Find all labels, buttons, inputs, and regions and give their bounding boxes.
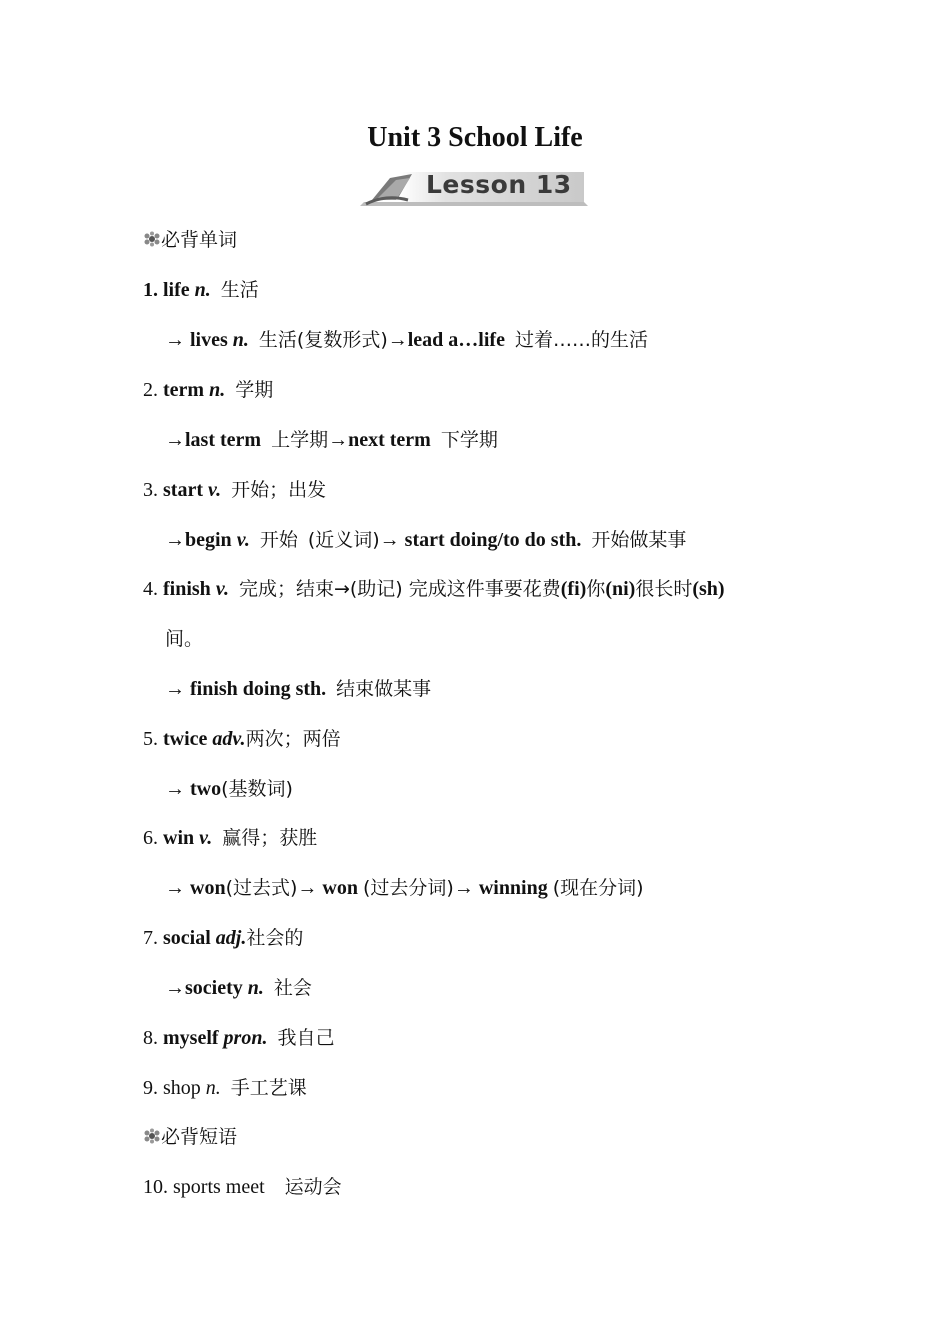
part-of-speech: n. xyxy=(232,329,249,351)
lesson-label: Lesson 13 xyxy=(426,170,572,199)
vocab-detail-5 xyxy=(165,775,293,803)
phrase: finish doing sth. xyxy=(190,678,327,700)
section-title: 必背短语 xyxy=(161,1126,238,1148)
part-of-speech: n. xyxy=(205,1077,221,1099)
entry-number: 10. xyxy=(143,1176,168,1198)
vocab-entry-4-continued xyxy=(165,625,203,653)
related-word: begin xyxy=(185,529,232,551)
meaning: 结束做某事 xyxy=(336,678,432,700)
phrase: lead a…life xyxy=(407,329,505,351)
vocab-entry-1 xyxy=(143,276,259,304)
vocab-detail-7 xyxy=(165,974,312,1002)
meaning: 开始 xyxy=(259,529,298,551)
mnemonic-text: 间。 xyxy=(165,628,204,650)
phrase-entry-10 xyxy=(143,1173,342,1201)
part-of-speech: v. xyxy=(236,529,250,551)
meaning: 生活 xyxy=(220,279,259,301)
arrow: → xyxy=(165,678,185,700)
meaning: 学期 xyxy=(235,379,274,401)
related-word: won xyxy=(190,877,226,899)
meaning: 两次；两倍 xyxy=(245,728,341,750)
meaning: 开始；出发 xyxy=(231,479,327,501)
vocab-detail-1 xyxy=(165,326,648,354)
part-of-speech: pron. xyxy=(223,1027,268,1049)
entry-number: 6. xyxy=(143,827,158,849)
flower-icon xyxy=(143,1128,161,1144)
words-section-heading xyxy=(143,226,237,254)
entry-number: 9. xyxy=(143,1077,158,1099)
mnemonic-text: 你 xyxy=(586,578,606,600)
arrow: → xyxy=(165,529,185,551)
page-title: Unit 3 School Life xyxy=(367,122,583,153)
vocab-entry-9 xyxy=(143,1074,307,1102)
entry-number: 4. xyxy=(143,578,158,600)
vocab-detail-3 xyxy=(165,526,686,554)
mnemonic-sound: (sh) xyxy=(692,578,725,600)
part-of-speech: v. xyxy=(207,479,222,501)
headword: win xyxy=(163,827,195,849)
vocab-entry-7 xyxy=(143,924,303,952)
phrase: next term xyxy=(348,429,431,451)
entry-number: 8. xyxy=(143,1027,158,1049)
arrow: → xyxy=(328,429,349,451)
note: (过去式) xyxy=(225,877,298,899)
vocab-entry-2 xyxy=(143,376,273,404)
meaning: 下学期 xyxy=(440,429,498,451)
meaning: 开始做某事 xyxy=(591,529,687,551)
vocab-entry-8 xyxy=(143,1024,334,1052)
meaning: 完成；结束→(助记) 完成这件事要花费 xyxy=(238,578,561,600)
related-word: won xyxy=(322,877,358,899)
meaning: 生活(复数形式) xyxy=(258,329,388,351)
related-word: winning xyxy=(478,877,548,899)
headword: start xyxy=(163,479,203,501)
meaning: 过着……的生活 xyxy=(514,329,648,351)
part-of-speech: v. xyxy=(215,578,229,600)
entry-number: 3. xyxy=(143,479,158,501)
meaning: 社会 xyxy=(273,977,312,999)
lesson-banner xyxy=(360,168,588,208)
meaning: 手工艺课 xyxy=(230,1077,307,1099)
part-of-speech: v. xyxy=(199,827,213,849)
arrow: → xyxy=(165,778,185,800)
headword: life xyxy=(163,279,190,301)
vocab-detail-2 xyxy=(165,426,498,454)
arrow: → xyxy=(297,877,318,899)
mnemonic-sound: (fi) xyxy=(560,578,587,600)
part-of-speech: n. xyxy=(194,279,211,301)
mnemonic-text: 很长时 xyxy=(635,578,693,600)
related-word: society xyxy=(185,977,243,999)
arrow: → xyxy=(387,329,408,351)
related-word: two xyxy=(190,778,222,800)
note: (基数词) xyxy=(221,778,293,800)
vocab-detail-6 xyxy=(165,874,644,902)
entry-number: 7. xyxy=(143,927,158,949)
meaning: 运动会 xyxy=(284,1176,342,1198)
meaning: 上学期 xyxy=(271,429,329,451)
part-of-speech: adj. xyxy=(215,927,247,949)
meaning: 社会的 xyxy=(246,927,304,949)
arrow: → xyxy=(165,977,185,999)
headword: social xyxy=(163,927,211,949)
part-of-speech: n. xyxy=(209,379,226,401)
phrase: start doing/to do sth. xyxy=(404,529,582,551)
arrow: → xyxy=(453,877,474,899)
note: (过去分词) xyxy=(362,877,454,899)
vocab-entry-4 xyxy=(143,575,725,603)
part-of-speech: n. xyxy=(247,977,264,999)
entry-number: 1. xyxy=(143,279,158,301)
meaning: 赢得；获胜 xyxy=(222,827,318,849)
headword: finish xyxy=(163,578,211,600)
vocab-entry-6 xyxy=(143,824,317,852)
vocab-entry-5 xyxy=(143,725,341,753)
entry-number: 2. xyxy=(143,379,158,401)
phrase: sports meet xyxy=(173,1176,265,1198)
mnemonic-sound: (ni) xyxy=(605,578,636,600)
vocab-detail-4 xyxy=(165,675,431,703)
arrow: → xyxy=(165,329,185,351)
note: (现在分词) xyxy=(552,877,644,899)
part-of-speech: adv. xyxy=(212,728,246,750)
note: (近义词) xyxy=(307,529,380,551)
arrow: → xyxy=(379,529,400,551)
flower-icon xyxy=(143,231,161,247)
meaning: 我自己 xyxy=(277,1027,335,1049)
vocab-entry-3 xyxy=(143,476,326,504)
arrow: → xyxy=(165,429,185,451)
headword: term xyxy=(163,379,205,401)
arrow: → xyxy=(165,877,185,899)
headword: myself xyxy=(163,1027,219,1049)
phrase: last term xyxy=(185,429,262,451)
headword: twice xyxy=(163,728,208,750)
related-word: lives xyxy=(190,329,228,351)
headword: shop xyxy=(163,1077,201,1099)
phrases-section-heading xyxy=(143,1123,237,1151)
section-title: 必背单词 xyxy=(161,229,238,251)
entry-number: 5. xyxy=(143,728,158,750)
